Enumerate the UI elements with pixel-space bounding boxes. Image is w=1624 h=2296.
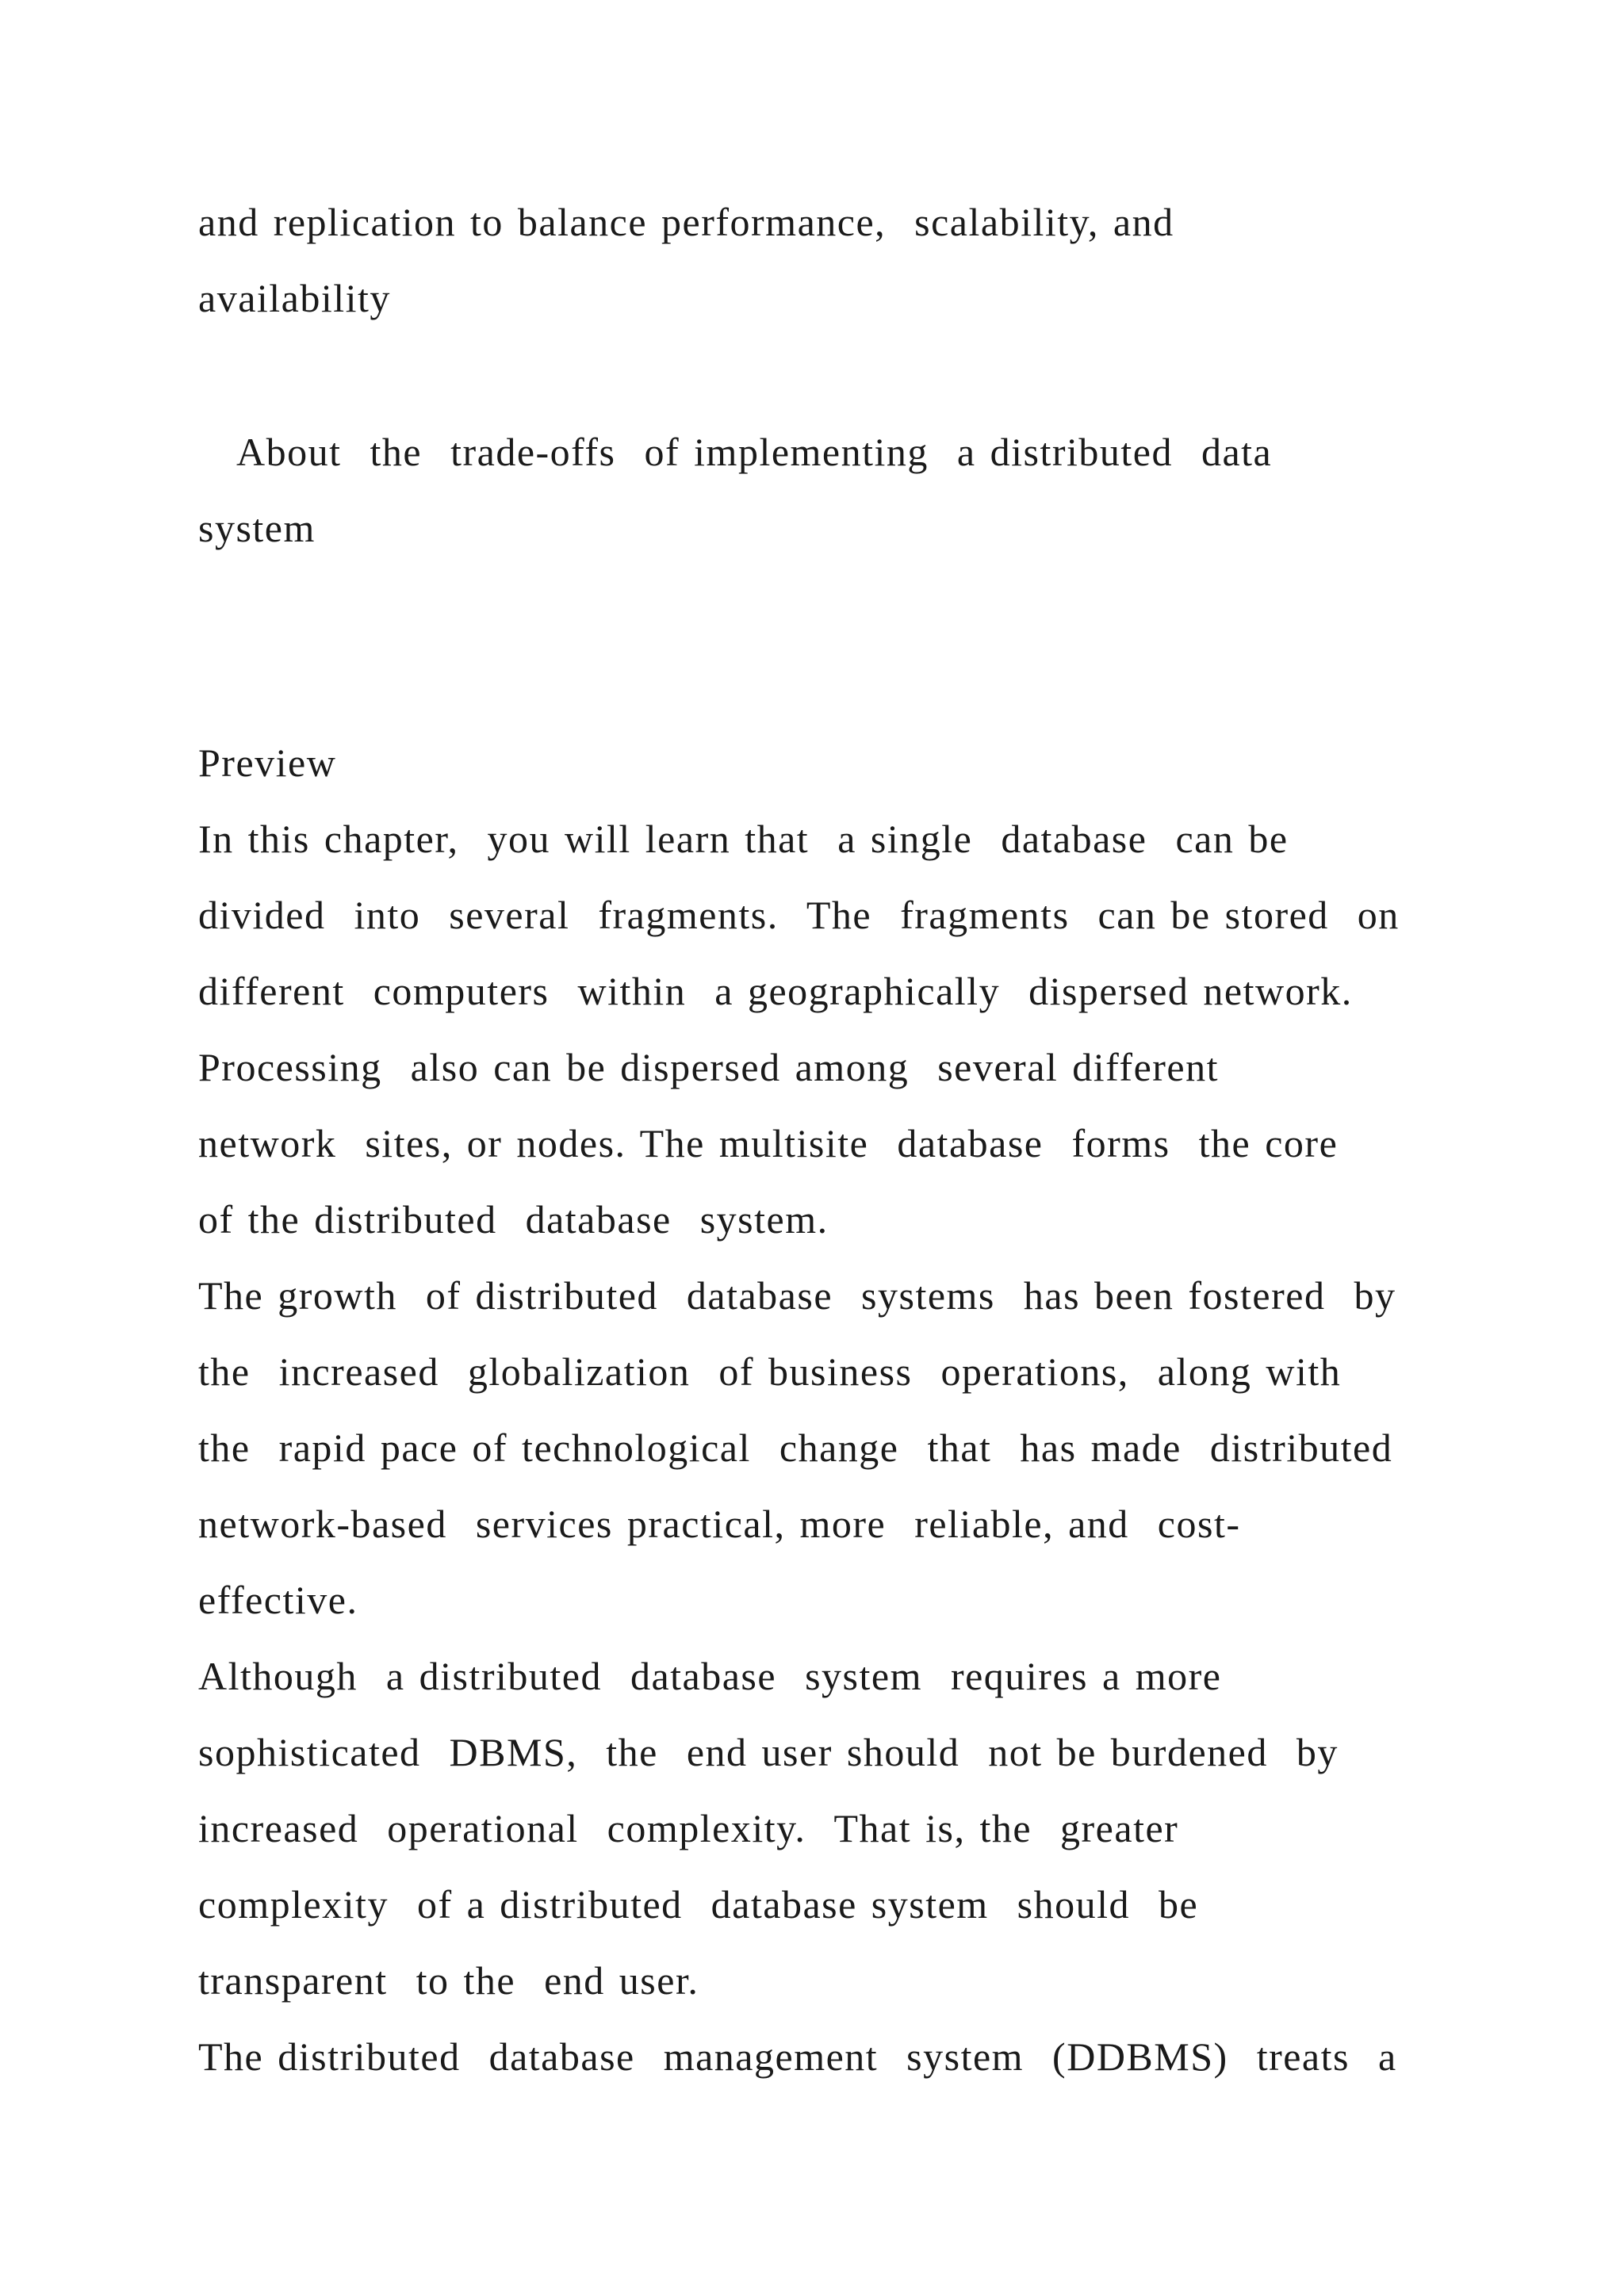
text-line: the increased globalization of business operations, along with — [198, 1349, 1342, 1394]
text-line: of the distributed database system. — [198, 1197, 829, 1242]
text-line: sophisticated DBMS, the end user should not be burdened by — [198, 1730, 1339, 1774]
text-line: network-based services practical, more reliable, and cost- — [198, 1502, 1241, 1546]
text-line: network sites, or nodes. The multisite database forms the core — [198, 1121, 1339, 1165]
text-line: The distributed database management system (DDBMS) treats a — [198, 2034, 1397, 2079]
text-line: transparent to the end user. — [198, 1958, 699, 2003]
text-line: About the trade-offs of implementing a distributed data — [236, 430, 1273, 474]
text-line: Processing also can be dispersed among several different — [198, 1045, 1219, 1089]
text-line: and replication to balance performance, scalability, and — [198, 200, 1174, 244]
text-line: The growth of distributed database systems has been fostered by — [198, 1273, 1396, 1318]
text-line: increased operational complexity. That is, the greater — [198, 1806, 1179, 1850]
text-line: different computers within a geographically dispersed network. — [198, 969, 1353, 1013]
section-heading: Preview — [198, 740, 337, 785]
text-line: availability — [198, 276, 391, 320]
text-line: the rapid pace of technological change that has made distributed — [198, 1425, 1393, 1470]
text-line: Although a distributed database system requires a more — [198, 1654, 1222, 1698]
text-line: complexity of a distributed database system should be — [198, 1882, 1199, 1927]
text-line: effective. — [198, 1578, 358, 1622]
text-line: In this chapter, you will learn that a single database can be — [198, 817, 1289, 861]
text-line: system — [198, 506, 316, 550]
text-line: divided into several fragments. The fragments can be stored on — [198, 893, 1400, 937]
